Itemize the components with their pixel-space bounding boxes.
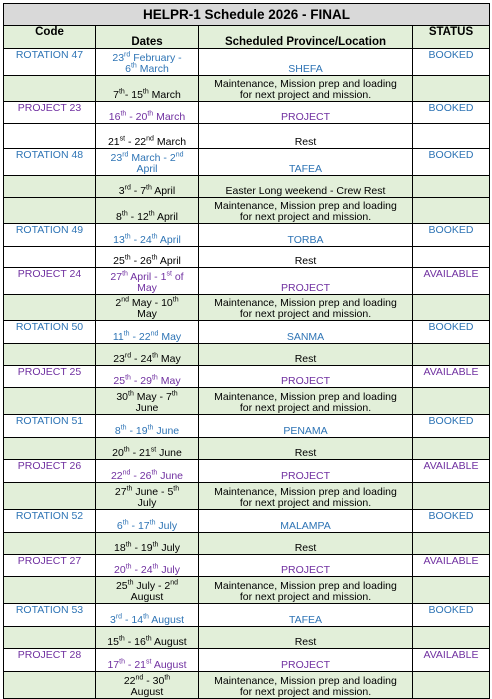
- row-location: PENAMA: [199, 415, 413, 438]
- row-location: Easter Long weekend - Crew Rest: [199, 176, 413, 198]
- schedule-row: [4, 510, 490, 533]
- row-code: PROJECT 28: [4, 649, 96, 672]
- row-status: [413, 124, 490, 149]
- row-code: [4, 76, 96, 102]
- row-dates: 7th- 15th March: [96, 76, 199, 102]
- row-location: Maintenance, Mission prep and loading for next project and mission.: [199, 295, 413, 321]
- row-status: [413, 388, 490, 415]
- row-location: Maintenance, Mission prep and loading for next project and mission.: [199, 388, 413, 415]
- row-status: AVAILABLE: [413, 366, 490, 388]
- row-status: AVAILABLE: [413, 555, 490, 577]
- schedule-row: [4, 295, 490, 321]
- schedule-row: [4, 124, 490, 149]
- row-dates: 25th July - 2nd August: [96, 577, 199, 604]
- row-status: BOOKED: [413, 604, 490, 627]
- row-code: [4, 483, 96, 510]
- row-location: Rest: [199, 627, 413, 649]
- row-location: Rest: [199, 438, 413, 460]
- row-dates: 21st - 22nd March: [96, 124, 199, 149]
- status-column-header: STATUS: [413, 26, 490, 49]
- row-dates: 13th - 24th April: [96, 224, 199, 247]
- row-dates: 2nd May - 10th May: [96, 295, 199, 321]
- schedule-body: [4, 49, 490, 699]
- row-status: BOOKED: [413, 510, 490, 533]
- schedule-row: [4, 415, 490, 438]
- row-dates: 25th - 29th May: [96, 366, 199, 388]
- row-code: PROJECT 27: [4, 555, 96, 577]
- row-dates: 8th - 19th June: [96, 415, 199, 438]
- row-dates: 23rd - 24th May: [96, 344, 199, 366]
- row-dates: 22nd - 26th June: [96, 460, 199, 483]
- schedule-row: [4, 555, 490, 577]
- row-location: Maintenance, Mission prep and loading for next project and mission.: [199, 76, 413, 102]
- row-code: ROTATION 53: [4, 604, 96, 627]
- row-location: PROJECT: [199, 268, 413, 295]
- row-status: [413, 247, 490, 268]
- row-dates: 15th - 16th August: [96, 627, 199, 649]
- schedule-row: [4, 388, 490, 415]
- schedule-row: [4, 76, 490, 102]
- row-location: MALAMPA: [199, 510, 413, 533]
- schedule-row: [4, 483, 490, 510]
- row-status: AVAILABLE: [413, 649, 490, 672]
- row-dates: 6th - 17th July: [96, 510, 199, 533]
- row-dates: 3rd - 7th April: [96, 176, 199, 198]
- row-code: [4, 577, 96, 604]
- schedule-row: [4, 577, 490, 604]
- row-code: PROJECT 26: [4, 460, 96, 483]
- schedule-table: [3, 3, 490, 699]
- row-location: Maintenance, Mission prep and loading for next project and mission.: [199, 577, 413, 604]
- row-status: BOOKED: [413, 149, 490, 176]
- row-location: Maintenance, Mission prep and loading for next project and mission.: [199, 672, 413, 699]
- schedule-row: [4, 438, 490, 460]
- schedule-row: [4, 460, 490, 483]
- schedule-row: [4, 247, 490, 268]
- schedule-row: [4, 149, 490, 176]
- row-status: [413, 176, 490, 198]
- schedule-title: HELPR-1 Schedule 2026 - FINAL: [4, 4, 490, 26]
- row-code: [4, 672, 96, 699]
- row-location: Rest: [199, 533, 413, 555]
- schedule-row: [4, 224, 490, 247]
- row-code: [4, 388, 96, 415]
- row-dates: 23rd March - 2nd April: [96, 149, 199, 176]
- row-status: [413, 76, 490, 102]
- row-code: [4, 124, 96, 149]
- row-status: AVAILABLE: [413, 460, 490, 483]
- schedule-row: [4, 649, 490, 672]
- header-row: [4, 26, 490, 49]
- row-code: ROTATION 47: [4, 49, 96, 76]
- row-code: [4, 295, 96, 321]
- location-column-header: Scheduled Province/Location: [199, 26, 413, 49]
- row-location: PROJECT: [199, 555, 413, 577]
- row-dates: 17th - 21st August: [96, 649, 199, 672]
- row-dates: 18th - 19th July: [96, 533, 199, 555]
- schedule-row: [4, 321, 490, 344]
- schedule-row: [4, 344, 490, 366]
- row-status: BOOKED: [413, 224, 490, 247]
- row-dates: 27th April - 1st of May: [96, 268, 199, 295]
- row-location: Rest: [199, 344, 413, 366]
- row-status: BOOKED: [413, 415, 490, 438]
- schedule-row: [4, 176, 490, 198]
- row-dates: 30th May - 7th June: [96, 388, 199, 415]
- row-dates: 16th - 20th March: [96, 102, 199, 124]
- row-code: ROTATION 50: [4, 321, 96, 344]
- row-code: PROJECT 25: [4, 366, 96, 388]
- row-dates: 22nd - 30th August: [96, 672, 199, 699]
- row-dates: 8th - 12th April: [96, 198, 199, 224]
- row-location: Maintenance, Mission prep and loading for next project and mission.: [199, 198, 413, 224]
- row-status: [413, 198, 490, 224]
- row-location: PROJECT: [199, 102, 413, 124]
- row-status: [413, 533, 490, 555]
- schedule-row: [4, 533, 490, 555]
- schedule-row: [4, 366, 490, 388]
- row-location: SHEFA: [199, 49, 413, 76]
- schedule-row: [4, 604, 490, 627]
- row-location: Maintenance, Mission prep and loading for next project and mission.: [199, 483, 413, 510]
- row-code: [4, 198, 96, 224]
- row-status: [413, 344, 490, 366]
- row-code: [4, 176, 96, 198]
- row-code: [4, 247, 96, 268]
- row-status: [413, 577, 490, 604]
- row-location: PROJECT: [199, 366, 413, 388]
- row-location: TORBA: [199, 224, 413, 247]
- row-code: ROTATION 51: [4, 415, 96, 438]
- row-dates: 23rd February - 6th March: [96, 49, 199, 76]
- row-status: [413, 672, 490, 699]
- row-status: [413, 627, 490, 649]
- row-code: [4, 533, 96, 555]
- row-location: TAFEA: [199, 604, 413, 627]
- schedule-row: [4, 672, 490, 699]
- row-status: BOOKED: [413, 321, 490, 344]
- row-dates: 27th June - 5th July: [96, 483, 199, 510]
- row-location: Rest: [199, 247, 413, 268]
- row-code: ROTATION 49: [4, 224, 96, 247]
- row-dates: 20th - 24th July: [96, 555, 199, 577]
- row-dates: 25th - 26th April: [96, 247, 199, 268]
- row-status: AVAILABLE: [413, 268, 490, 295]
- row-code: ROTATION 52: [4, 510, 96, 533]
- schedule-row: [4, 627, 490, 649]
- schedule-row: [4, 49, 490, 76]
- row-code: PROJECT 23: [4, 102, 96, 124]
- row-status: [413, 483, 490, 510]
- schedule-row: [4, 102, 490, 124]
- row-code: [4, 344, 96, 366]
- schedule-row: [4, 268, 490, 295]
- row-location: Rest: [199, 124, 413, 149]
- code-column-header: Code: [4, 26, 96, 49]
- row-code: PROJECT 24: [4, 268, 96, 295]
- row-dates: 3rd - 14th August: [96, 604, 199, 627]
- row-code: [4, 627, 96, 649]
- row-dates: 11th - 22nd May: [96, 321, 199, 344]
- schedule-row: [4, 198, 490, 224]
- row-location: SANMA: [199, 321, 413, 344]
- row-location: PROJECT: [199, 649, 413, 672]
- row-status: BOOKED: [413, 102, 490, 124]
- row-code: ROTATION 48: [4, 149, 96, 176]
- row-location: PROJECT: [199, 460, 413, 483]
- row-status: BOOKED: [413, 49, 490, 76]
- row-status: [413, 438, 490, 460]
- row-code: [4, 438, 96, 460]
- row-location: TAFEA: [199, 149, 413, 176]
- row-dates: 20th - 21st June: [96, 438, 199, 460]
- row-status: [413, 295, 490, 321]
- title-row: [4, 4, 490, 26]
- dates-column-header: Dates: [96, 26, 199, 49]
